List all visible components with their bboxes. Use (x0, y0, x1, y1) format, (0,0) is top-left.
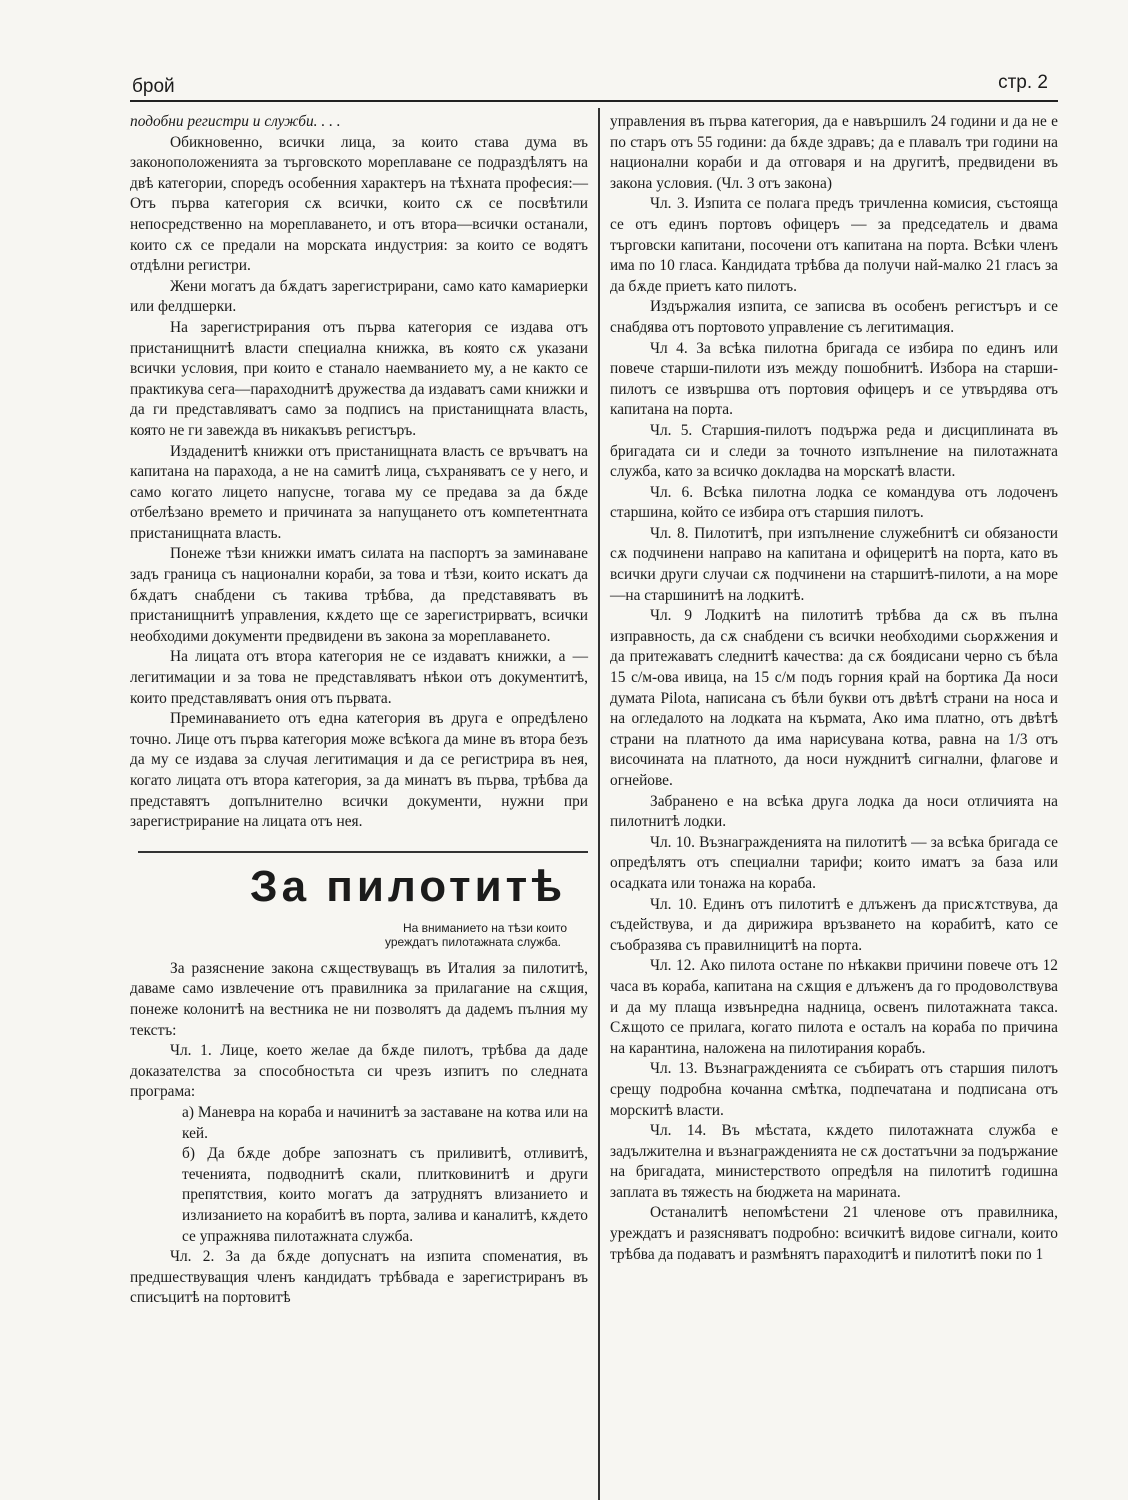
article-subtitle: На вниманието на тѣзи които уреждатъ пилотажната служба. (385, 920, 568, 949)
column-divider (598, 108, 600, 1500)
page-number: стр. 2 (998, 72, 1048, 93)
paragraph: На зарегистрирания отъ първа категория се издава отъ пристанищнитѣ власти специална книжка, въ която сѫ указани всички условия, при които е станало наемванието му, а не както се практикува сега—параходнитѣ дружества да издаватъ сами книжки и да ги представляватъ само за подписъ на пристанищната власть, която не ги завежда въ никакъвъ регистъръ. (130, 318, 588, 439)
paragraph: Чл 4. За всѣка пилотна бригада се избира по единъ или повече старши-пилоти изъ между пошобнитѣ. Избора на старши-пилотъ се извършва отъ портовия офицеръ и се утвърдява отъ капитана на порта. (610, 339, 1058, 419)
paragraph: Издаденитѣ книжки отъ пристанищната власть се връчватъ на капитана на парахода, а не на самитѣ лица, съхраняватъ се у него, и само когато лицето напусне, тогава му се предава за да бѫде отбелѣзано времето и причината за напущането отъ компетентната пристанищната власть. (130, 442, 588, 542)
right-column (610, 112, 1058, 1265)
paragraph: Чл. 14. Въ мѣстата, кѫдето пилотажната служба е задължителна и възнагражденията не сѫ достатъчни за подържание на бригадата, министерството опредѣля на пилотитѣ годишна заплата въ тяжесть на бюджета на марината. (610, 1122, 1058, 1201)
paragraph: На лицата отъ втора категория не се издаватъ книжки, а — легитимации и за това не представляватъ нѣкои отъ документитѣ, които представляватъ ония отъ първата. (130, 648, 588, 707)
page-header (130, 60, 1058, 102)
paragraph: За разяснение закона сѫществуващъ въ Италия за пилотитѣ, даваме само извлечение отъ правилника за прилагание на сѫщия, понеже колонитѣ на вестника не ни позволятъ да дадемъ пълния му текстъ: (130, 959, 588, 1039)
paragraph: Чл. 1. Лице, което желае да бѫде пилотъ, трѣбва да даде доказателства за способностьта си чрезъ изпитъ по следната програма: (130, 1042, 588, 1101)
section-rule (138, 851, 588, 853)
paragraph: управления въ първа категория, да е навършилъ 24 години и да не е по старъ отъ 55 години: да бѫде здравъ; да е плавалъ три години на национални кораби и да отговаря и на другитѣ, предвидени въ закона условия. (Чл. 3 отъ закона) (610, 113, 1058, 192)
paragraph: Чл. 6. Всѣка пилотна лодка се командува отъ лодоченъ старшина, който се избира отъ старшия пилотъ. (610, 483, 1058, 522)
list-item: б) Да бѫде добре запознатъ съ приливитѣ, отливитѣ, теченията, подводнитѣ скали, плитковинитѣ и други препятствия, които могатъ да затруднятъ влизанието и излизанието на корабитѣ въ порта, залива и каналитѣ, кѫдето се упражнява пилотажната служба. (182, 1145, 588, 1245)
paragraph: Чл. 9 Лодкитѣ на пилотитѣ трѣбва да сѫ въ пълна изправность, да сѫ снабдени съ всички необходими сьорѫжения и да притежаватъ следнитѣ качества: да сѫ боядисани черно съ бѣла 15 с/м-ова ивица, на 15 с/м подъ горния край на бортика Да носи думата Pilota, написана съ бѣли букви отъ двѣтѣ страни на носа и на огледалото на лодката на кърмата, Ако има платно, отъ двѣтѣ страни на платното да има нарисувана котва, равна на 1/3 отъ височината на платното, да носи нужднитѣ сигнални, флагове и огнейове. (610, 607, 1058, 789)
paragraph: Жени могатъ да бѫдатъ зарегистрирани, само като камариерки или фелдшерки. (130, 277, 588, 316)
paragraph: Обикновенно, всички лица, за които става дума въ законоположенията за търговското мореплаване се подраздѣлятъ на двѣ категории, споредъ особенния характеръ на тѣхната професия:— Отъ първа категория сѫ всички, които сѫ се посвѣтили непосредственно на мореплаването, и отъ втора—всички останали, които сѫ се предали на морската индустрия: за които се водятъ отдѣлни регистри. (130, 133, 588, 275)
paragraph: Издържалия изпита, се записва въ особенъ регистъръ и се снабдява отъ портовото управление съ легитимация. (610, 298, 1058, 336)
paragraph: Понеже тѣзи книжки иматъ силата на паспортъ за заминаване задъ граница съ национални кораби, за това и тѣзи, които искатъ да бѫдатъ снабдени съ такива трѣбва, да представяватъ въ пристанищнитѣ управления, кѫдето ще се зарегистрирватъ, всички необходими документи предвидени въ закона за мореплаването. (130, 545, 588, 645)
paragraph: Чл. 10. Единъ отъ пилотитѣ е длъженъ да присѫтствува, да съдействува, и да дирижира връзването на корабитѣ, като се съобразява съ правилницитѣ на порта. (610, 895, 1058, 954)
issue-label: брой (132, 76, 175, 97)
list-item: а) Маневра на кораба и начинитѣ за заставане на котва или на кей. (182, 1103, 588, 1142)
paragraph: Чл. 3. Изпита се полага предъ тричленна комисия, състояща се отъ единъ портовъ офицеръ — за председатель и двама търговски капитани, посочени отъ капитана на порта. Всѣки членъ има по 10 гласа. Кандидата трѣбва да получи най-малко 21 гласъ за да бѫде приетъ като пилотъ. (610, 195, 1058, 295)
article-title: За пилотитѣ (250, 861, 567, 911)
paragraph: Чл. 10. Възнагражденията на пилотитѣ — за всѣка бригада се опредѣлятъ отъ специални тарифи; които иматъ за база или осадката или тонажа на кораба. (610, 833, 1058, 892)
paragraph: Останалитѣ непомѣстени 21 членове отъ правилника, уреждатъ и разясняватъ подробно: всичкитѣ видове сигнали, които трѣбва да подаватъ и размѣнятъ параходитѣ и пилотитѣ поки по 1 (610, 1204, 1058, 1263)
left-column (130, 112, 588, 1309)
lead-line: подобни регистри и служби. . . . (130, 113, 341, 130)
paragraph: Чл. 5. Старшия-пилотъ подържа реда и дисциплината въ бригадата си и следи за точното изпълнение на пилотажната служба, като за всичко докладва на морскатѣ власти. (610, 421, 1058, 481)
paragraph: Чл. 8. Пилотитѣ, при изпълнение служебнитѣ си обязаности сѫ подчинени направо на капитана и офицеритѣ на порта, като въ всички други случаи сѫ подчинени на старшитѣ-пилоти, а на море —на старшинитѣ на лодкитѣ. (610, 524, 1058, 604)
paragraph: Преминаванието отъ една категория въ друга е опредѣлено точно. Лице отъ първа категория може всѣкога да мине въ втора безъ да му се издава за случая легитимация и да се регистрира въ нея, когато лицата отъ втора категория, за да минатъ въ първа, трѣбва да представятъ допълнително всички документи, нужни при зарегистрирание на лицата отъ нея. (130, 710, 588, 831)
paragraph: Чл. 12. Ако пилота остане по нѣкакви причини повече отъ 12 часа въ кораба, капитана на сѫщия е длъженъ да го продоволствува и да му плаща извънредна надница, освенъ пилотажната такса. Сѫщото се прилага, когато пилота е осталъ на кораба по причина на карантина, наложена на пилотирания корабъ. (610, 957, 1058, 1057)
paragraph: Чл. 2. За да бѫде допуснатъ на изпита споменатия, въ предшествуващия членъ кандидатъ трѣбвада е зарегистриранъ въ списъцитѣ на портовитѣ (130, 1248, 588, 1307)
paragraph: Забранено е на всѣка друга лодка да носи отличията на пилотнитѣ лодки. (610, 792, 1058, 831)
paragraph: Чл. 13. Възнагражденията се събиратъ отъ старшия пилотъ срещу подробна кочанна смѣтка, подпечатана и подписана отъ морскитѣ власти. (610, 1060, 1058, 1119)
